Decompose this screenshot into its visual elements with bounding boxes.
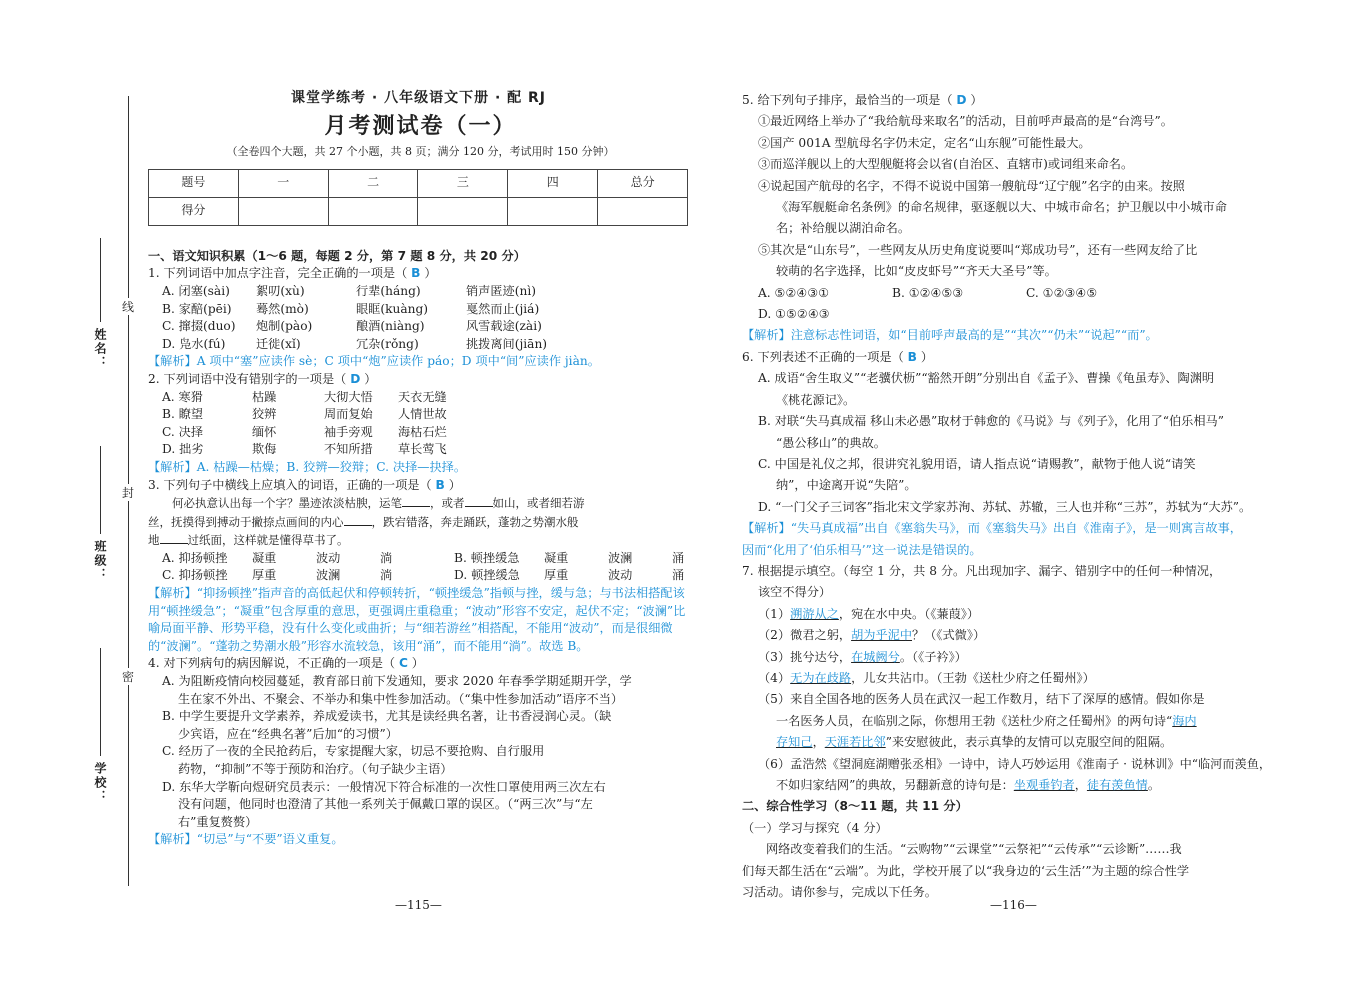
option-row: C. 抑扬顿挫 厚重 波澜 淌 D. 顿挫缓急 厚重 波动 涌 [162,568,685,583]
option-d-cont: 右”重复赘赘） [178,814,258,829]
fill-answer: 在城阙兮 [851,649,900,664]
fill-4: （4）无为在歧路，儿女共沾巾。（王勃《送杜少府之任蜀州》） [758,670,1095,685]
question-7-cont: 该空不得分） [758,585,832,600]
fill-answer: 存知己 [776,735,813,750]
seal-char-feng: 封 [121,486,134,500]
fill-2: （2）微君之躬，胡为乎泥中？（《式微》） [758,628,986,643]
sentence-2: ②国产 001A 型航母名字仍未定，定名“山东舰”可能性最大。 [758,135,1091,150]
answer: D [350,371,361,386]
sentence-4: ④说起国产航母的名字，不得不说说中国第一艘航母“辽宁舰”名字的由来。按照 [758,178,1185,193]
score-header-cell: 二 [328,169,418,197]
book-header: 课堂学练考 · 八年级语文下册 · 配 RJ [291,90,546,106]
binding-margin [0,0,150,999]
answer: B [435,477,445,492]
option-b: B. 对联“失马真成福 移山未必愚”取材于韩愈的《马说》与《列子》，化用了“伯乐相马” [758,414,1224,429]
fill-answer: 溯游从之 [790,606,839,621]
sentence-5-cont: 较萌的名字选择，比如“皮皮虾号”“齐天大圣号”等。 [776,264,1057,279]
name-line [100,238,101,322]
score-input-cell[interactable] [508,197,598,225]
analysis: 【解析】A 项中“塞”应读作 sè；C 项中“炮”应读作 páo；D 项中“间”应读作 jiàn。 [148,354,600,369]
question-5: 5. 给下列句子排序，最恰当的一项是（ D ） [742,93,983,107]
fill-answer: 海内 [1172,713,1197,728]
fill-1: （1）溯游从之，宛在水中央。（《蒹葭》） [758,606,980,621]
page-number-left: —115— [395,898,442,912]
fill-6-cont: 不如归家结网”的典故，另翻新意的诗句是：坐观垂钓者，徒有羡鱼情。 [776,778,1161,792]
option-row: B. 家醅(pēi) 蓦然(mò) 眼眶(kuàng) 戛然而止(jiá) [162,301,540,316]
question-3-passage: 何必执意认出每一个字？墨迹浓淡枯腴，运笔 ，或者 如山，或者细若游 [172,496,585,511]
option-c: C. 中国是礼仪之邦，很讲究礼貌用语，请人指点说“请赐教”，献物于他人说“请笑 [758,456,1196,471]
exam-title: 月考测试卷（一） [324,113,517,139]
score-header-cell: 四 [508,169,598,197]
intro-paragraph: 网络改变着我们的生活。“云购物”“云课堂”“云祭祀”“云传承”“云诊断”……我 [766,842,1182,857]
score-input-cell[interactable] [328,197,418,225]
question-3-passage: 地 过纸面，这样就是懂得草书了。 [148,533,349,548]
analysis: 【解析】A. 枯躁—枯燥；B. 狡辨—狡辩；C. 决择—抉择。 [148,459,467,474]
seal-char-mi: 密 [121,670,134,684]
analysis-cont: 因而“化用了‘伯乐相马’”这一说法是错误的。 [742,542,982,557]
score-header-cell: 题号 [149,169,239,197]
answer: C [398,656,408,671]
option-d: D. 东华大学靳向煜研究员表示：一般情况下符合标准的一次性口罩使用两三次左右 [162,779,606,794]
analysis: 【解析】“切忌”与“不要”语义重复。 [148,832,344,847]
score-input-cell[interactable] [598,197,688,225]
option-row: B. 瞭望 狡辨 周而复始 人情世故 [162,407,447,422]
analysis: 【解析】“抑扬顿挫”指声音的高低起伏和停顿转折，“顿挫缓急”指顿与挫，缓与急；与书法相搭配该用“顿挫缓急”；“凝重”包含厚重的意思，更强调庄重稳重；“波动”形容不安定，起伏不定；“波澜”比喻局面平静、形势平稳，没有什么变化或曲折；与“细若游丝”相搭配，不能用“波动”，而是很细微的“波澜”。“蓬勃之势潮水般”形容水流较急，该用“涌”，而不能用“淌”。故选 B。 [148,586,686,653]
score-table [148,169,688,226]
question-1: 1. 下列词语中加点字注音，完全正确的一项是（ B ） [148,266,437,281]
fill-answer: 坐观垂钓者 [1013,778,1075,792]
question-7: 7. 根据提示填空。（每空 1 分，共 8 分。凡出现加字、漏字、错别字中的任何一种情况， [742,563,1222,578]
analysis: 【解析】“失马真成福”出自《塞翁失马》，而《塞翁失马》出自《淮南子》，是一则寓言故事， [742,521,1242,536]
fill-answer: 无为在歧路 [790,670,852,685]
name-field[interactable]: 姓名： [93,328,107,370]
sentence-1: ①最近网络上举办了“我给航母来取名”的活动，目前呼声最高的是“台湾号”。 [758,114,1173,129]
score-header-cell: 总分 [598,169,688,197]
question-3: 3. 下列句子中横线上应填入的词语，正确的一项是（ B ） [148,477,461,492]
fill-5-cont: 一名医务人员，在临别之际，你想用王勃《送杜少府之任蜀州》的两句诗“海内 [776,713,1197,728]
option-b-cont: “愚公移山”的典故。 [776,435,886,450]
right-page [742,90,1290,903]
option-a-cont: 《桃花源记》。 [776,392,856,407]
school-line [100,648,101,756]
sentence-5: ⑤其次是“山东号”，一些网友从历史角度说要叫“郑成功号”，还有一些网友给了比 [758,242,1198,257]
exam-subtitle: （全卷四个大题，共 27 个小题，共 8 页；满分 120 分，考试用时 150 分钟） [226,145,615,159]
intro-paragraph-cont: 们每天都生活在“云端”。为此，学校开展了以“我身边的‘云生活’”为主题的综合性学 [742,863,1190,878]
option-c: C. 经历了一夜的全民抢药后，专家提醒大家，切忌不要抢购、自行服用 [162,744,545,759]
question-4: 4. 对下列病句的病因解说，不正确的一项是（ C ） [148,656,424,671]
score-header-cell: 一 [238,169,328,197]
option-row: A. ⑤②④③① B. ①②④⑤③ C. ①②③④⑤D. ①⑤②④③ [758,285,1098,322]
option-row: C. 决择 缅怀 袖手旁观 海枯石烂 [162,424,447,439]
option-c-cont: 纳”，中途离开说“失陪”。 [776,478,917,493]
fill-answer: 徒有羡鱼情 [1086,778,1148,792]
option-b-cont: 少宾语，应在“经典名著”后加“的习惯”） [178,726,398,741]
option-b: B. 中学生要提升文学素养，养成爱读书，尤其是读经典名著，让书香浸润心灵。（缺 [162,709,612,724]
class-field[interactable]: 班级： [93,540,107,582]
option-row: D. 拙劣 欺侮 不知所措 草长莺飞 [162,442,447,457]
section-2-heading: 二、综合性学习（8～11 题，共 11 分） [742,799,968,814]
option-row: A. 抑扬顿挫 凝重 波动 淌 B. 顿挫缓急 凝重 波澜 涌 [162,550,685,565]
fill-answer: 胡为乎泥中 [851,628,913,643]
option-row: C. 撺掇(duo) 炮制(pào) 酿酒(niàng) 风雪载途(zài) [162,319,542,334]
question-6: 6. 下列表述不正确的一项是（ B ） [742,349,933,364]
option-d: D. “一门父子三词客”指北宋文学家苏洵、苏轼、苏辙，三人也并称“三苏”，苏轼为“大苏”。 [758,499,1252,514]
intro-paragraph-cont: 习活动。请你参与，完成以下任务。 [742,885,937,900]
section-1-heading: 一、语文知识积累（1～6 题，每题 2 分，第 7 题 8 分，共 20 分） [148,248,526,263]
score-input-cell[interactable] [418,197,508,225]
option-c-cont: 药物，“抑制”不等于预防和治疗。（句子缺少主语） [178,762,453,776]
school-field[interactable]: 学校： [93,762,107,804]
seal-char-xian: 线 [121,300,134,314]
sentence-4-cont: 《海军舰艇命名条例》的命名规律，驱逐舰以大、中城市命名；护卫舰以中小城市命 [776,200,1227,215]
score-input-cell[interactable] [238,197,328,225]
left-page [148,90,693,849]
option-row: D. 凫水(fú) 迁徙(xǐ) 冗杂(rǒng) 挑拨离间(jiān) [162,336,548,351]
option-a: A. 为阻断疫情向校园蔓延，教育部日前下发通知，要求 2020 年春季学期延期开学，学 [162,674,632,689]
option-a: A. 成语“舍生取义”“老骥伏枥”“豁然开朗”分别出自《孟子》、曹操《龟虽寿》、陶渊明 [758,371,1215,386]
fill-5: （5）来自全国各地的医务人员在武汉一起工作数月，结下了深厚的感情。假如你是 [758,692,1205,707]
fill-answer: 天涯若比邻 [824,735,886,750]
answer: D [956,93,967,107]
sentence-3: ③而巡洋舰以上的大型舰艇将会以省(自治区、直辖市)或词组来命名。 [758,157,1134,172]
question-3-passage: 丝，抚摸得到搏动于撇捺点画间的内心 ，跌宕错落，奔走踊跃，蓬勃之势潮水般 [148,514,579,529]
analysis: 【解析】注意标志性词语，如“目前呼声最高的是”“其次”“仍未”“说起”“而”。 [742,328,1158,343]
option-a-cont: 生在家不外出、不聚会、不举办和集中性参加活动。（“集中性参加活动”语序不当） [178,691,624,706]
score-header-cell: 三 [418,169,508,197]
answer: B [411,266,421,281]
answer: B [907,349,917,364]
fill-3: （3）挑兮达兮，在城阙兮。（《子衿》） [758,649,967,664]
option-d-cont: 没有问题，他同时也澄清了其他一系列关于佩戴口罩的误区。（“两三次”与“左 [178,797,593,812]
question-2: 2. 下列词语中没有错别字的一项是（ D ） [148,371,377,386]
fill-5-cont: 存知己，天涯若比邻”来安慰彼此，表示真挚的友情可以克服空间的阻隔。 [776,735,1173,750]
score-label-cell: 得分 [149,197,239,225]
option-row: A. 寒猾 枯躁 大彻大悟 天衣无缝 [162,389,447,404]
option-row: A. 闭塞(sài) 絮叨(xù) 行辈(háng) 销声匿迹(nì) [162,283,537,298]
subsection-heading: （一）学习与探究（4 分） [742,820,888,835]
sentence-4-cont: 名；补给舰以湖泊命名。 [776,221,911,236]
fill-6: （6）孟浩然《望洞庭湖赠张丞相》一诗中，诗人巧妙运用《淮南子 · 说林训》中“临河而羡鱼， [758,756,1272,771]
class-line [100,446,101,534]
page-number-right: —116— [990,898,1037,912]
